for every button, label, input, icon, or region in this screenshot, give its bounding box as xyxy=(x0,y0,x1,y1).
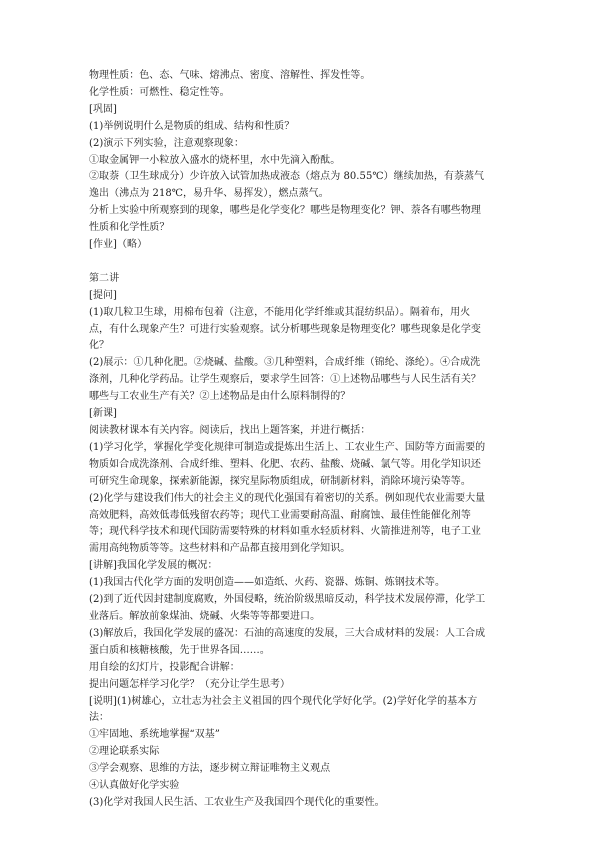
text-line: 高效肥料，高效低毒低残留农药等；现代工业需要耐高温、耐腐蚀、最佳性能催化剂等 xyxy=(89,509,471,521)
list-item: ②理论联系实际 xyxy=(89,746,160,758)
list-item: ③学会观察、思维的方法，逐步树立辩证唯物主义观点 xyxy=(89,763,331,775)
document-body xyxy=(89,68,529,812)
text-line: 需用高纯物质等等。这些材料和产品都直接用到化学知识。 xyxy=(89,543,351,555)
text-line: 涤剂，几种化学药品。让学生观察后，要求学生回答：①上述物品哪些与人民生活有关？ xyxy=(89,374,481,386)
text-line: (2)到了近代因封建制度腐败，外国侵略，统治阶级黑暗反动，科学技术发展停滞，化学工 xyxy=(89,594,486,606)
text-line: 业落后。解放前象煤油、烧碱、火柴等等都要进口。 xyxy=(89,610,321,622)
text-line: 等；现代科学技术和现代国防需要特殊的材料如重水轻质材料、火箭推进剂等，电子工业 xyxy=(89,526,481,538)
text-line: 逸出（沸点为 218℃，易升华、易挥发），燃点蒸气。 xyxy=(89,188,329,200)
list-item: ①牢固地、系统地掌握“双基” xyxy=(89,729,220,741)
section-heading: [说明](1)树雄心，立壮志为社会主义祖国的四个现代化学好化学。(2)学好化学的基本方 xyxy=(89,695,478,707)
text-line: 提出问题怎样学习化学？（充分让学生思考） xyxy=(89,678,290,690)
text-line: (2)演示下列实验，注意观察现象： xyxy=(89,137,245,149)
text-line: 蛋白质和核糖核酸，先于世界各国……。 xyxy=(89,644,270,656)
lecture-title: 第二讲 xyxy=(89,272,120,284)
text-line: 物质如合成洗涤剂、合成纤维、塑料、化肥、农药、盐酸、烧碱、氯气等。用化学知识还 xyxy=(89,458,481,470)
blank-line xyxy=(89,254,529,271)
text-line: 化学性质：可燃性、稳定性等。 xyxy=(89,86,230,98)
text-line: (1)举例说明什么是物质的组成、结构和性质？ xyxy=(89,120,295,132)
section-heading: [提问] xyxy=(89,289,118,301)
text-line: (2)展示：①几种化肥。②烧碱、盐酸。③几种塑料，合成纤维（锦纶、涤纶）。④合成洗 xyxy=(89,357,481,369)
text-line: ①取金属钾一小粒放入盛水的烧杯里，水中先滴入酚酞。 xyxy=(89,154,341,166)
text-line: 用自绘的幻灯片，投影配合讲解： xyxy=(89,661,240,673)
text-line: 可研究生命现象，探索新能源，探究星际物质组成，研制新材料，消除环境污染等等。 xyxy=(89,475,471,487)
list-item: ④认真做好化学实验 xyxy=(89,780,180,792)
text-line: 物理性质：色、态、气味、熔沸点、密度、溶解性、挥发性等。 xyxy=(89,70,371,81)
text-line: 阅读教材课本有关内容。阅读后，找出上题答案，并进行概括： xyxy=(89,425,371,437)
section-heading: [巩固] xyxy=(89,103,118,115)
text-line: (3)化学对我国人民生活、工农业生产及我国四个现代化的重要性。 xyxy=(89,796,385,808)
text-line: 分析上实验中所观察到的现象，哪些是化学变化？哪些是物理变化？钾、萘各有哪些物理 xyxy=(89,205,481,217)
text-line: (1)学习化学，掌握化学变化规律可制造或提炼出生活上、工农业生产、国防等方面需要的 xyxy=(89,441,486,453)
text-line: (3)解放后，我国化学发展的盛况：石油的高速度的发展，三大合成材料的发展：人工合成 xyxy=(89,627,486,639)
text-line: (2)化学与建设我们伟大的社会主义的现代化强国有着密切的关系。例如现代农业需要大量 xyxy=(89,492,486,504)
text-line: ②取萘（卫生球成分）少许放入试管加热成液态（熔点为 80.55℃）继续加热，有萘蒸气 xyxy=(89,171,485,183)
text-line: 法： xyxy=(89,712,110,724)
text-line: (1)我国古代化学方面的发明创造——如造纸、火药、瓷器、炼铜、炼钢技术等。 xyxy=(89,577,446,589)
text-line: 化？ xyxy=(89,340,110,352)
section-heading: [新课] xyxy=(89,408,118,420)
text-line: 点，有什么现象产生？可进行实验观察。试分析哪些现象是物理变化？哪些现象是化学变 xyxy=(89,323,481,335)
text-line: (1)取几粒卫生球，用棉布包着（注意，不能用化学纤维或其混纺织品）。隔着布，用火 xyxy=(89,306,471,318)
text-line: 性质和化学性质？ xyxy=(89,222,170,234)
section-heading: [作业]（略） xyxy=(89,239,148,251)
section-heading: [讲解]我国化学发展的概况： xyxy=(89,560,218,572)
text-line: 哪些与工农业生产有关？②上述物品是由什么原料制得的？ xyxy=(89,391,351,403)
